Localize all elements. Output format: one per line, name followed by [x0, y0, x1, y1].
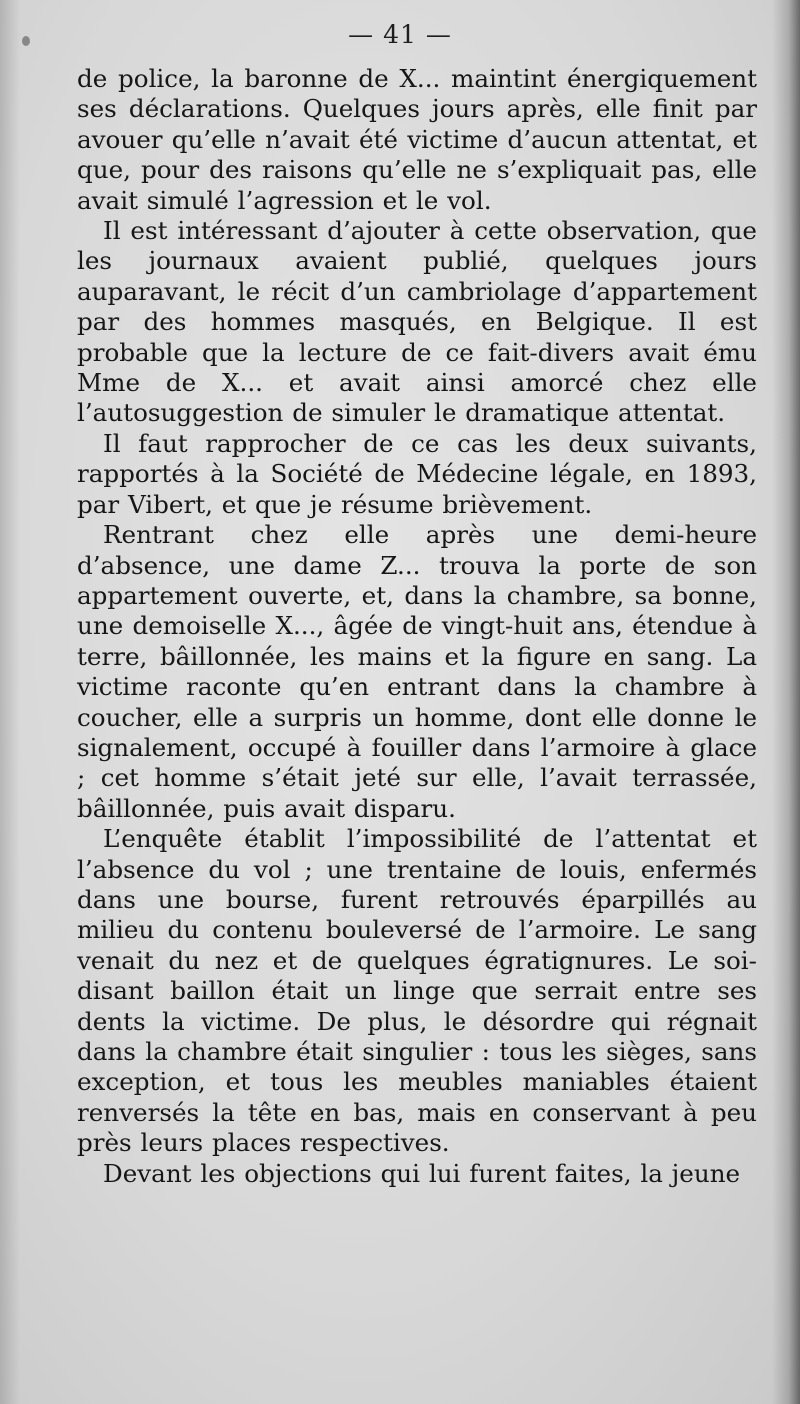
page-edge-left	[0, 0, 20, 1404]
page-binding-shadow	[772, 0, 800, 1404]
body-text	[77, 64, 757, 1189]
paragraph-5: L’enquête établit l’impossibilité de l’attentat et l’absence du vol ; une trentaine de louis, enfermés dans une bourse, furent retrouvés éparpillés au milieu du contenu bouleversé de l’armoire. Le sang venait du nez et de quelques égratignures. Le soi-disant baillon était un linge que serrait entre ses dents la victime. De plus, le désordre qui régnait dans la chambre était singulier : tous les sièges, sans exception, et tous les meubles maniables étaient renversés la tête en bas, mais en conservant à peu près leurs places respectives.	[77, 824, 757, 1158]
paragraph-6: Devant les objections qui lui furent faites, la jeune	[103, 1158, 741, 1188]
paragraph-2: Il est intéressant d’ajouter à cette observation, que les journaux avaient publié, quelques jours auparavant, le récit d’un cambriolage d’appartement par des hommes masqués, en Belgique. Il est probable que la lecture de ce fait-divers avait ému Mme de X... et avait ainsi amorcé chez elle l’autosuggestion de simuler le dramatique attentat.	[77, 216, 757, 428]
paragraph-1: de police, la baronne de X... maintint énergiquement ses déclarations. Quelques jours après, elle finit par avouer qu’elle n’avait été victime d’aucun attentat, et que, pour des raisons qu’elle ne s’expliquait pas, elle avait simulé l’agression et le vol.	[77, 64, 757, 215]
page-number: — 41 —	[348, 20, 452, 49]
paragraph-4: Rentrant chez elle après une demi-heure d’absence, une dame Z... trouva la porte de son appartement ouverte, et, dans la chambre, sa bonne, une demoiselle X..., âgée de vingt-huit ans, étendue à terre, bâillonnée, les mains et la figure en sang. La victime raconte qu’en entrant dans la chambre à coucher, elle a surpris un homme, dont elle donne le signalement, occupé à fouiller dans l’armoire à glace ; cet homme s’était jeté sur elle, l’avait terrassée, bâillonnée, puis avait disparu.	[77, 520, 757, 823]
paragraph-3: Il faut rapprocher de ce cas les deux suivants, rapportés à la Société de Médecine légale, en 1893, par Vibert, et que je résume brièvement.	[77, 428, 757, 519]
